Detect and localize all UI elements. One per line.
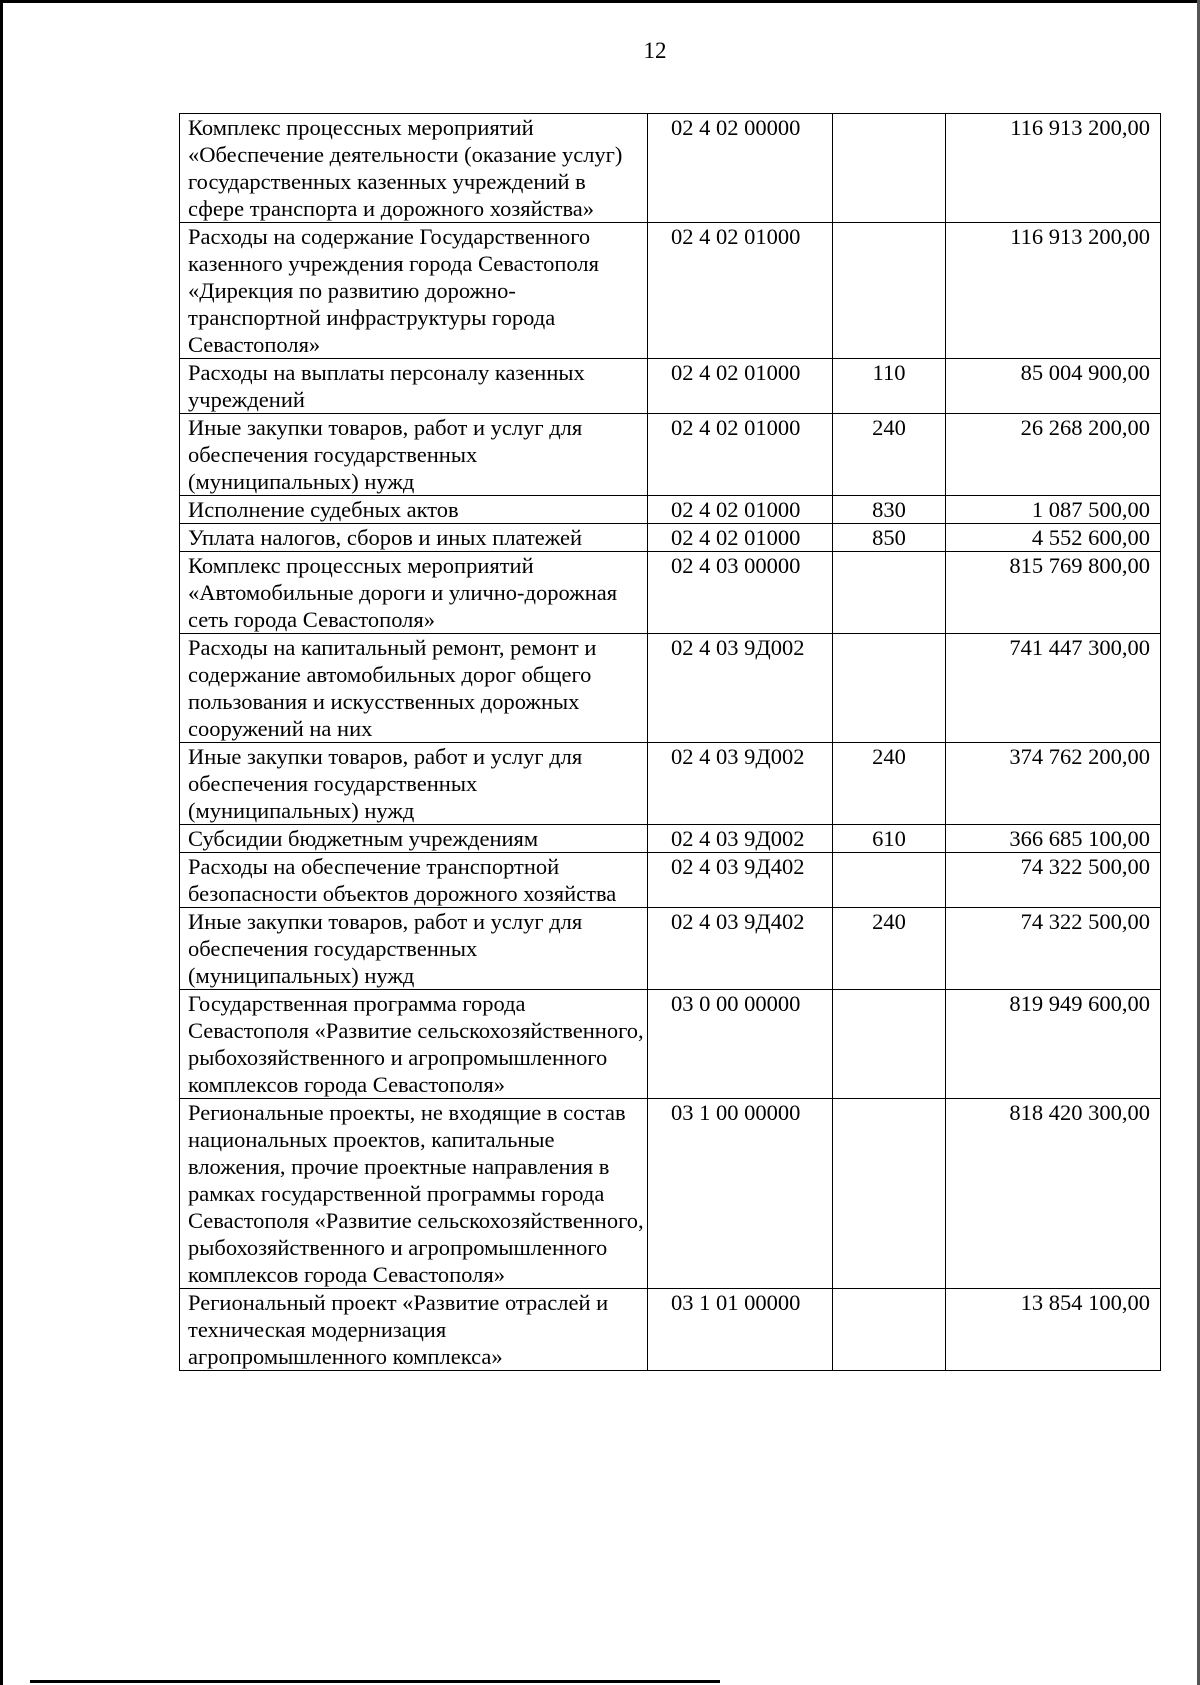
row-amount-cell: 741 447 300,00 bbox=[946, 634, 1161, 743]
row-type-cell: 240 bbox=[833, 743, 946, 825]
row-code-cell: 03 1 01 00000 bbox=[648, 1289, 833, 1371]
row-amount-cell: 1 087 500,00 bbox=[946, 496, 1161, 524]
row-code-cell: 02 4 02 01000 bbox=[648, 414, 833, 496]
row-code-cell: 02 4 03 00000 bbox=[648, 552, 833, 634]
row-name-cell: Иные закупки товаров, работ и услуг для обеспечения государственных (муниципальных) нужд bbox=[180, 414, 648, 496]
row-code-cell: 02 4 02 01000 bbox=[648, 359, 833, 414]
row-code-cell: 02 4 03 9Д402 bbox=[648, 853, 833, 908]
row-amount-cell: 366 685 100,00 bbox=[946, 825, 1161, 853]
row-name-cell: Региональные проекты, не входящие в состав национальных проектов, капитальные вложения, прочие проектные направления в рамках государственной программы города Севастополя «Развитие сельскохозяйственного, рыбохозяйственного и агропромышленного комплексов города Севастополя» bbox=[180, 1099, 648, 1289]
row-type-cell bbox=[833, 114, 946, 223]
row-code-cell: 03 1 00 00000 bbox=[648, 1099, 833, 1289]
row-amount-cell: 74 322 500,00 bbox=[946, 853, 1161, 908]
row-code-cell: 02 4 02 00000 bbox=[648, 114, 833, 223]
row-name-cell: Комплекс процессных мероприятий «Обеспечение деятельности (оказание услуг) государственных казенных учреждений в сфере транспорта и дорожного хозяйства» bbox=[180, 114, 648, 223]
table-row bbox=[180, 853, 1161, 908]
row-type-cell bbox=[833, 990, 946, 1099]
row-amount-cell: 116 913 200,00 bbox=[946, 114, 1161, 223]
row-name-cell: Уплата налогов, сборов и иных платежей bbox=[180, 524, 648, 552]
table-row bbox=[180, 524, 1161, 552]
row-amount-cell: 116 913 200,00 bbox=[946, 223, 1161, 359]
row-name-cell: Расходы на содержание Государственного казенного учреждения города Севастополя «Дирекция по развитию дорожно-транспортной инфраструктуры города Севастополя» bbox=[180, 223, 648, 359]
row-amount-cell: 4 552 600,00 bbox=[946, 524, 1161, 552]
row-type-cell: 830 bbox=[833, 496, 946, 524]
table-row bbox=[180, 1099, 1161, 1289]
row-amount-cell: 74 322 500,00 bbox=[946, 908, 1161, 990]
row-amount-cell: 85 004 900,00 bbox=[946, 359, 1161, 414]
table-row bbox=[180, 359, 1161, 414]
row-code-cell: 02 4 03 9Д402 bbox=[648, 908, 833, 990]
row-code-cell: 02 4 03 9Д002 bbox=[648, 825, 833, 853]
row-type-cell bbox=[833, 1289, 946, 1371]
row-name-cell: Государственная программа города Севастополя «Развитие сельскохозяйственного, рыбохозяйственного и агропромышленного комплексов города Севастополя» bbox=[180, 990, 648, 1099]
row-code-cell: 02 4 02 01000 bbox=[648, 223, 833, 359]
row-amount-cell: 819 949 600,00 bbox=[946, 990, 1161, 1099]
row-type-cell bbox=[833, 853, 946, 908]
row-name-cell: Субсидии бюджетным учреждениям bbox=[180, 825, 648, 853]
row-amount-cell: 815 769 800,00 bbox=[946, 552, 1161, 634]
row-type-cell bbox=[833, 1099, 946, 1289]
row-name-cell: Региональный проект «Развитие отраслей и техническая модернизация агропромышленного комплекса» bbox=[180, 1289, 648, 1371]
row-name-cell: Расходы на капитальный ремонт, ремонт и содержание автомобильных дорог общего пользования и искусственных дорожных сооружений на них bbox=[180, 634, 648, 743]
budget-table bbox=[179, 113, 1161, 1371]
scan-edge-bottom bbox=[30, 1680, 720, 1683]
table-row bbox=[180, 223, 1161, 359]
table-row bbox=[180, 908, 1161, 990]
table-row bbox=[180, 1289, 1161, 1371]
table-row bbox=[180, 414, 1161, 496]
row-amount-cell: 374 762 200,00 bbox=[946, 743, 1161, 825]
scan-edge-top bbox=[0, 0, 1200, 3]
table-row bbox=[180, 552, 1161, 634]
row-code-cell: 02 4 03 9Д002 bbox=[648, 743, 833, 825]
row-amount-cell: 13 854 100,00 bbox=[946, 1289, 1161, 1371]
row-code-cell: 02 4 02 01000 bbox=[648, 496, 833, 524]
row-name-cell: Комплекс процессных мероприятий «Автомобильные дороги и улично-дорожная сеть города Севастополя» bbox=[180, 552, 648, 634]
row-type-cell: 110 bbox=[833, 359, 946, 414]
row-type-cell: 240 bbox=[833, 908, 946, 990]
row-type-cell: 240 bbox=[833, 414, 946, 496]
table-row bbox=[180, 634, 1161, 743]
table-row bbox=[180, 114, 1161, 223]
row-amount-cell: 26 268 200,00 bbox=[946, 414, 1161, 496]
row-type-cell: 850 bbox=[833, 524, 946, 552]
row-code-cell: 03 0 00 00000 bbox=[648, 990, 833, 1099]
row-name-cell: Иные закупки товаров, работ и услуг для обеспечения государственных (муниципальных) нужд bbox=[180, 743, 648, 825]
table-row bbox=[180, 496, 1161, 524]
table-row bbox=[180, 825, 1161, 853]
table-row bbox=[180, 743, 1161, 825]
row-code-cell: 02 4 03 9Д002 bbox=[648, 634, 833, 743]
budget-table-body bbox=[180, 114, 1161, 1371]
row-code-cell: 02 4 02 01000 bbox=[648, 524, 833, 552]
row-type-cell bbox=[833, 223, 946, 359]
row-name-cell: Расходы на выплаты персоналу казенных учреждений bbox=[180, 359, 648, 414]
row-name-cell: Иные закупки товаров, работ и услуг для обеспечения государственных (муниципальных) нужд bbox=[180, 908, 648, 990]
table-row bbox=[180, 990, 1161, 1099]
row-type-cell bbox=[833, 634, 946, 743]
scan-edge-left bbox=[0, 0, 3, 1685]
page-number: 12 bbox=[643, 38, 667, 63]
row-type-cell: 610 bbox=[833, 825, 946, 853]
row-type-cell bbox=[833, 552, 946, 634]
row-name-cell: Расходы на обеспечение транспортной безопасности объектов дорожного хозяйства bbox=[180, 853, 648, 908]
row-name-cell: Исполнение судебных актов bbox=[180, 496, 648, 524]
row-amount-cell: 818 420 300,00 bbox=[946, 1099, 1161, 1289]
